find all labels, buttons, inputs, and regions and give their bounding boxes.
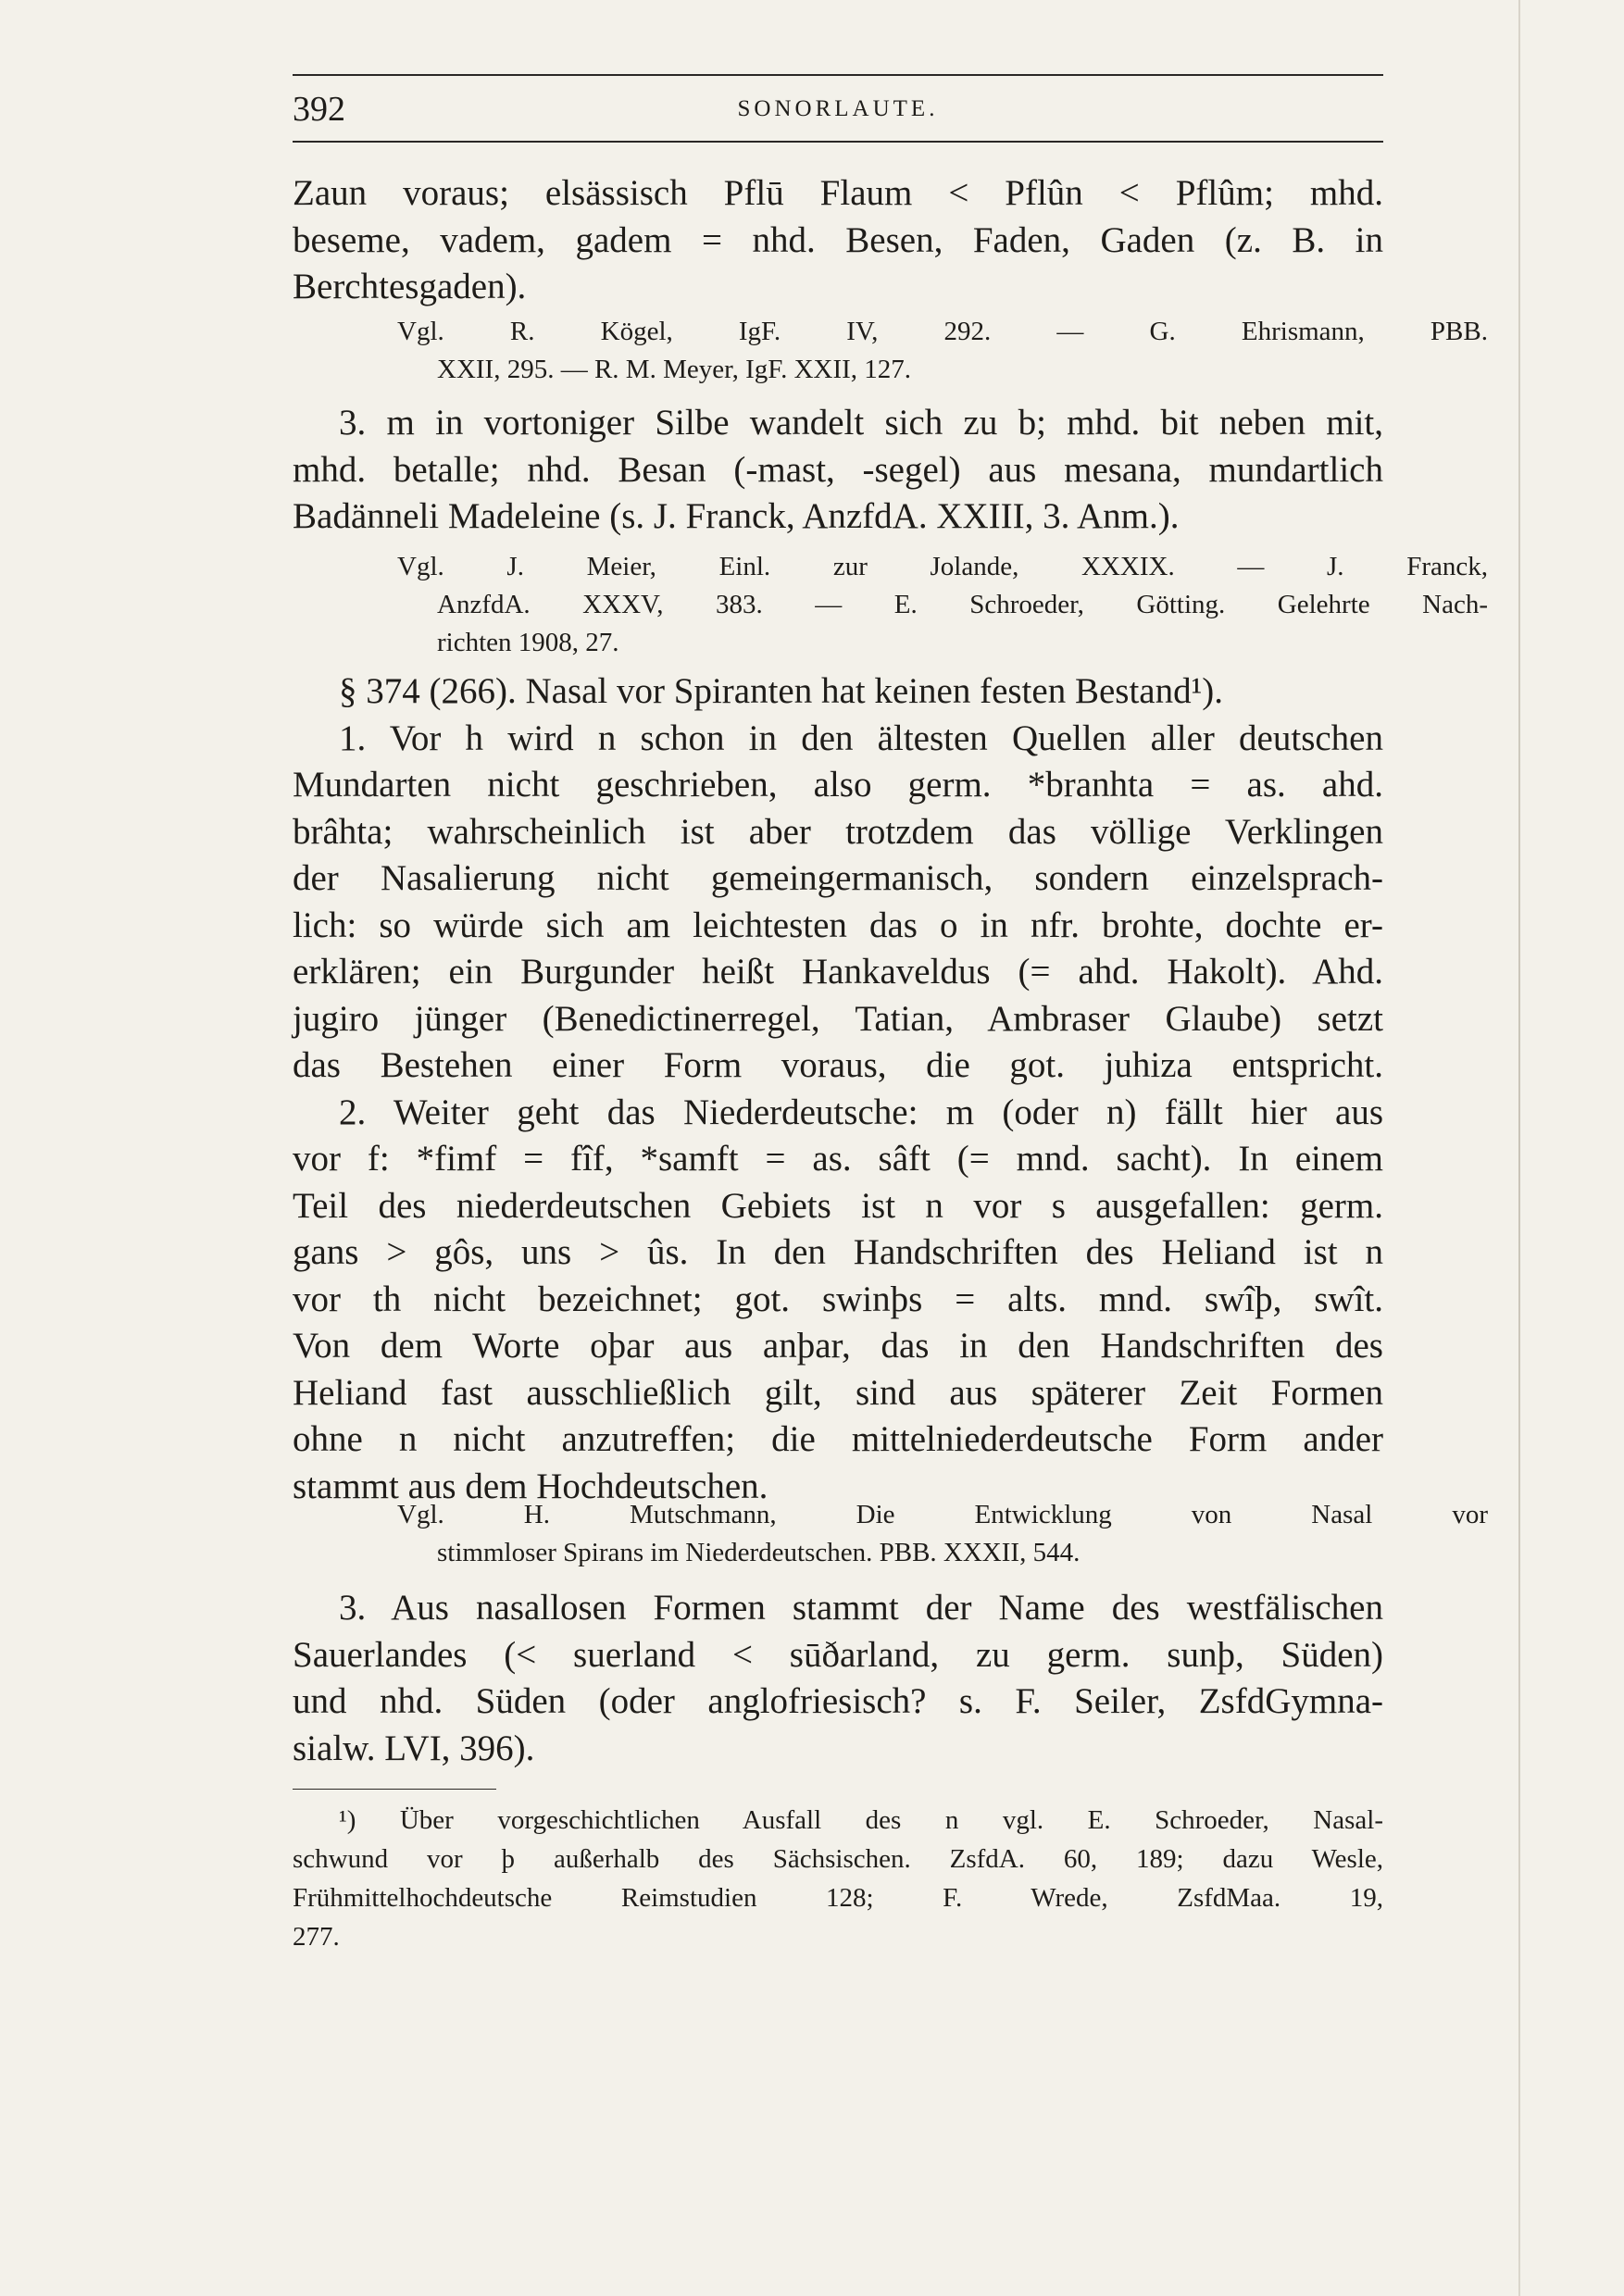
text-line: erklären; ein Burgunder heißt Hankaveldus (= ahd. Hakolt). Ahd. <box>293 952 1383 992</box>
note-line: stimmloser Spirans im Niederdeutschen. PBB. XXXII, 544. <box>437 1538 1081 1567</box>
page-number: 392 <box>293 90 345 129</box>
text-line: vor th nicht bezeichnet; got. swinþs = alts. mnd. swîþ, swît. <box>293 1279 1383 1319</box>
reference-note-meier <box>293 548 1488 662</box>
text-line: ohne n nicht anzutreffen; die mittelniederdeutsche Form ander <box>293 1419 1383 1459</box>
header-top-rule <box>293 74 1383 76</box>
text-line: Sauerlandes (< suerland < sūðarland, zu germ. sunþ, Süden) <box>293 1634 1383 1675</box>
text-line: brâhta; wahrscheinlich ist aber trotzdem das völlige Verklingen <box>293 811 1383 852</box>
text-line: mhd. betalle; nhd. Besan (-mast, -segel) aus mesana, mundartlich <box>293 449 1383 490</box>
text-line: Von dem Worte oþar aus anþar, das in den Handschriften des <box>293 1326 1383 1366</box>
note-line: Vgl. R. Kögel, IgF. IV, 292. — G. Ehrismann, PBB. <box>397 317 1488 346</box>
footnote-line: ¹) Über vorgeschichtlichen Ausfall des n vgl. E. Schroeder, Nasal- <box>339 1805 1383 1835</box>
reference-note-koegel <box>293 313 1488 389</box>
page-header <box>293 89 1383 137</box>
text-line: stammt aus dem Hochdeutschen. <box>293 1466 768 1506</box>
text-line: gans > gôs, uns > ûs. In den Handschriften des Heliand ist n <box>293 1232 1383 1272</box>
footnote-line: schwund vor þ außerhalb des Sächsischen. ZsfdA. 60, 189; dazu Wesle, <box>293 1844 1383 1874</box>
note-line: Vgl. H. Mutschmann, Die Entwicklung von Nasal vor <box>397 1500 1488 1529</box>
text-line: und nhd. Süden (oder anglofriesisch? s. F. Seiler, ZsfdGymna- <box>293 1681 1383 1721</box>
text-line: sialw. LVI, 396). <box>293 1728 535 1768</box>
text-line: Mundarten nicht geschrieben, also germ. *branhta = as. ahd. <box>293 765 1383 805</box>
reference-note-mutschmann <box>293 1496 1488 1572</box>
text-line: jugiro jünger (Benedictinerregel, Tatian, Ambraser Glaube) setzt <box>293 998 1383 1039</box>
paragraph-m-vortoniger <box>293 400 1383 541</box>
text-line: Badänneli Madeleine (s. J. Franck, AnzfdA. XXIII, 3. Anm.). <box>293 496 1180 536</box>
running-title: SONORLAUTE. <box>737 96 939 121</box>
text-line: das Bestehen einer Form voraus, die got. juhiza entspricht. <box>293 1045 1383 1085</box>
page-edge-shadow <box>1518 0 1520 2296</box>
text-line: lich: so würde sich am leichtesten das o in nfr. brohte, dochte er- <box>293 905 1383 945</box>
text-line: der Nasalierung nicht gemeingermanisch, sondern einzelsprach- <box>293 858 1383 898</box>
text-line: 3. m in vortoniger Silbe wandelt sich zu b; mhd. bit neben mit, <box>339 403 1383 443</box>
text-line: Zaun voraus; elsässisch Pflū Flaum < Pflûn < Pflûm; mhd. <box>293 173 1383 213</box>
text-line: beseme, vadem, gadem = nhd. Besen, Faden, Gaden (z. B. in <box>293 219 1383 260</box>
text-line: vor f: *fimf = fîf, *samft = as. sâft (= mnd. sacht). In einem <box>293 1139 1383 1179</box>
text-line: 2. Weiter geht das Niederdeutsche: m (oder n) fällt hier aus <box>339 1092 1383 1132</box>
text-line: Berchtesgaden). <box>293 267 527 306</box>
text-line: Teil des niederdeutschen Gebiets ist n vor s ausgefallen: germ. <box>293 1185 1383 1226</box>
footnote-line: Frühmittelhochdeutsche Reimstudien 128; F. Wrede, ZsfdMaa. 19, <box>293 1883 1383 1913</box>
text-line: Heliand fast ausschließlich gilt, sind aus späterer Zeit Formen <box>293 1372 1383 1413</box>
paragraph-zaun <box>293 170 1383 311</box>
paragraph-sauerland <box>293 1585 1383 1772</box>
text-line: 1. Vor h wird n schon in den ältesten Quellen aller deutschen <box>339 718 1383 758</box>
section-374 <box>293 668 1383 1510</box>
footnote-line: 277. <box>293 1922 340 1952</box>
header-bottom-rule <box>293 141 1383 143</box>
note-line: Vgl. J. Meier, Einl. zur Jolande, XXXIX. — J. Franck, <box>397 552 1488 581</box>
note-line: AnzfdA. XXXV, 383. — E. Schroeder, Götting. Gelehrte Nach- <box>437 590 1488 619</box>
note-line: richten 1908, 27. <box>437 628 619 657</box>
section-heading: § 374 (266). Nasal vor Spiranten hat keinen festen Bestand¹). <box>339 671 1224 711</box>
note-line: XXII, 295. — R. M. Meyer, IgF. XXII, 127. <box>437 355 912 384</box>
footnote-rule <box>293 1789 496 1790</box>
text-line: 3. Aus nasallosen Formen stammt der Name des westfälischen <box>339 1588 1383 1628</box>
footnote <box>293 1801 1383 1956</box>
